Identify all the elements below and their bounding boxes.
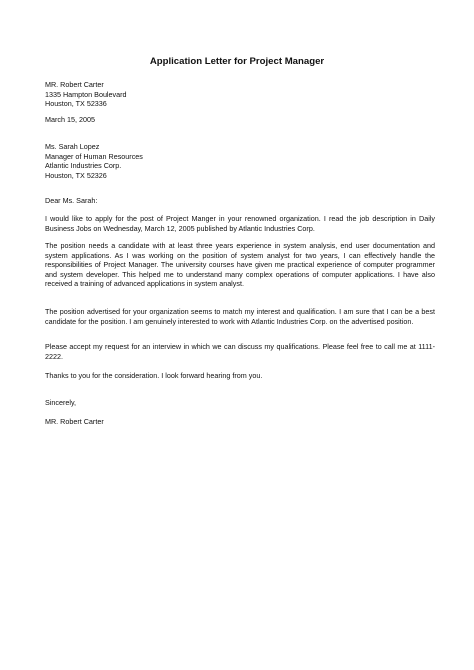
letter-date: March 15, 2005 [45,115,95,124]
signature: MR. Robert Carter [45,417,104,426]
body-paragraph-1: I would like to apply for the post of Project Manger in your renowned organization. I read the job description in Daily Business Jobs on Wednesday, March 12, 2005 published by Atlantic Industries Corp. [45,214,435,233]
recipient-address [45,142,435,180]
recipient-company: Atlantic Industries Corp. [45,161,122,171]
salutation: Dear Ms. Sarah: [45,196,98,205]
body-paragraph-3: The position advertised for your organization seems to match my interest and qualification. I am sure that I can be a best candidate for the position. I am genuinely interested to work with Atlantic Industries Corp. on the advertised position. [45,307,435,326]
sender-street: 1335 Hampton Boulevard [45,89,127,99]
letter-title: Application Letter for Project Manager [149,56,325,67]
recipient-name: Ms. Sarah Lopez [45,142,100,151]
recipient-city: Houston, TX 52326 [45,170,107,180]
body-paragraph-4: Please accept my request for an interview in which we can discuss my qualifications. Please feel free to call me at 1111-2222. [45,342,435,361]
body-paragraph-5: Thanks to you for the consideration. I look forward hearing from you. [45,371,263,380]
recipient-title: Manager of Human Resources [45,151,143,161]
sender-address [45,80,435,109]
closing: Sincerely, [45,398,77,407]
body-paragraph-2: The position needs a candidate with at least three years experience in system analysis, end user documentation and system applications. As I was working on the position of system analyst for two years, I can effectively handle the responsibilities of Project Manager. The university courses have given me practical experience of computer programmer and system developer. This helped me to understand many complex operations of computer applications. I have also received a training of advanced applications in system analyst. [45,241,435,289]
sender-name: MR. Robert Carter [45,80,104,89]
sender-city: Houston, TX 52336 [45,99,107,109]
